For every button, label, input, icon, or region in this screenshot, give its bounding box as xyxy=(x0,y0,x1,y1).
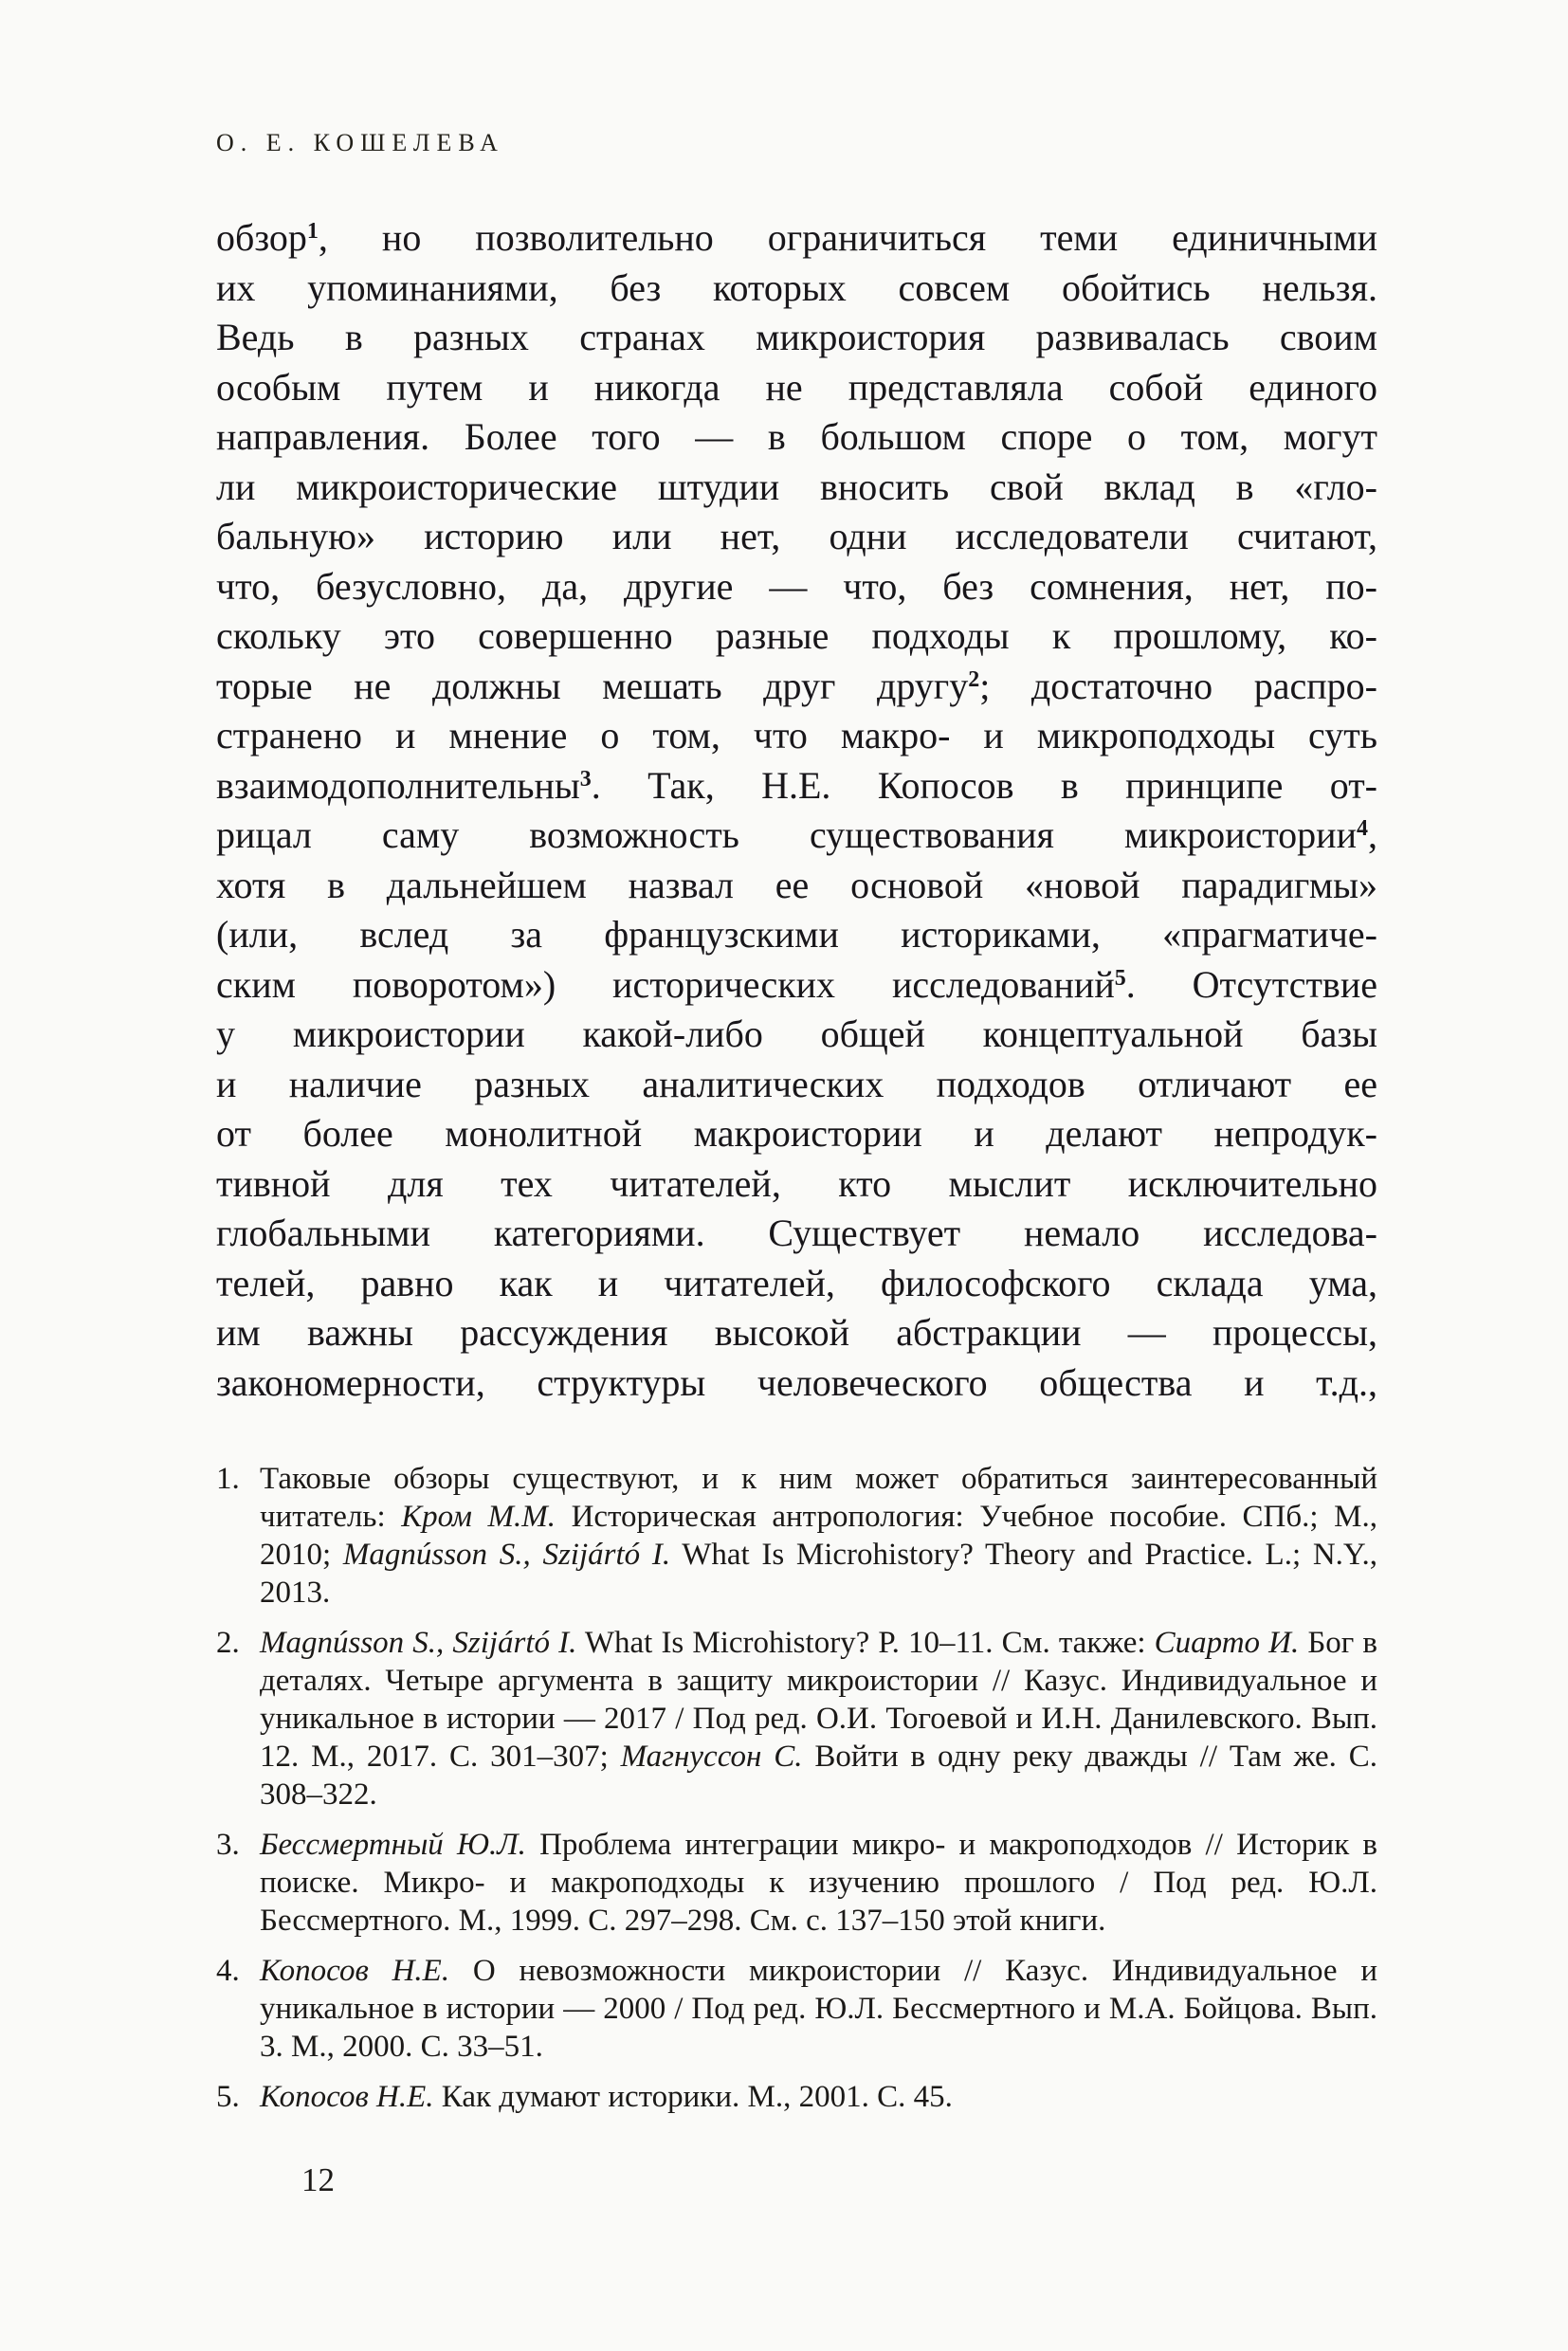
footnote-reference: 5 xyxy=(1114,965,1126,991)
footnote xyxy=(216,2078,1377,2116)
footnote-author: Копосов Н.Е. xyxy=(260,2080,434,2114)
footnote-reference: 4 xyxy=(1357,816,1368,841)
body-line: (или, вслед за французскими историками, «прагматиче- xyxy=(216,913,1377,956)
footnote xyxy=(216,1826,1377,1940)
footnote xyxy=(216,1952,1377,2066)
footnote-reference: 3 xyxy=(579,766,592,792)
footnote-text: Копосов Н.Е. О невозможности микроистории // Казус. Индивидуальное и уникальное в истории — 2000 / Под ред. Ю.Л. Бессмертного и М.А. Бойцова. Вып. 3. М., 2000. С. 33–51. xyxy=(260,1954,1377,2064)
footnote xyxy=(216,1624,1377,1813)
footnote-author: Magnússon S., Szijártó I. xyxy=(342,1538,671,1572)
footnote-reference: 2 xyxy=(968,666,980,692)
footnote-author: Кром М.М. xyxy=(401,1500,556,1534)
body-line: бальную» историю или нет, одни исследователи считают, xyxy=(216,515,1377,557)
footnote-number: 2. xyxy=(216,1626,240,1660)
body-line: обзор$^1$, но позволительно ограничиться теми единичными xyxy=(216,216,1377,259)
body-line: торые не должны мешать друг другу$^2$; достаточно распро- xyxy=(216,664,1377,707)
footnote-number: 1. xyxy=(216,1462,240,1496)
body-line: хотя в дальнейшем назвал ее основой «новой парадигмы» xyxy=(216,863,1377,906)
body-line: направления. Более того — в большом споре о том, могут xyxy=(216,415,1377,458)
body-line: взаимодополнительны$^3$. Так, Н.Е. Копосов в принципе от- xyxy=(216,763,1377,807)
body-line: ли микроисторические штудии вносить свой вклад в «гло- xyxy=(216,465,1377,508)
footnote-author: Копосов Н.Е. xyxy=(260,1954,450,1988)
body-line: глобальными категориями. Существует немало исследова- xyxy=(216,1212,1377,1254)
body-line: скольку это совершенно разные подходы к прошлому, ко- xyxy=(216,614,1377,657)
body-text xyxy=(216,213,1377,1408)
body-line: и наличие разных аналитических подходов отличают ее xyxy=(216,1062,1377,1105)
body-line: тивной для тех читателей, кто мыслит исключительно xyxy=(216,1161,1377,1205)
footnote-number: 3. xyxy=(216,1828,240,1862)
footnote-reference: 1 xyxy=(306,219,319,244)
page-number: 12 xyxy=(301,2161,335,2198)
body-line: закономерности, структуры человеческого общества и т.д., xyxy=(216,1360,1377,1404)
body-line: ским поворотом») исторических исследований$^5$. Отсутствие xyxy=(216,962,1377,1006)
body-line: у микроистории какой-либо общей концептуальной базы xyxy=(216,1012,1377,1055)
body-line: телей, равно как и читателей, философского склада ума, xyxy=(216,1261,1377,1304)
body-line: от более монолитной макроистории и делают непродук- xyxy=(216,1112,1377,1155)
body-line: особым путем и никогда не представляла собой единого xyxy=(216,365,1377,409)
footnote-text: Копосов Н.Е. Как думают историки. М., 2001. С. 45. xyxy=(260,2080,953,2114)
running-head: О. Е. КОШЕЛЕВА xyxy=(216,129,504,156)
body-line: их упоминаниями, без которых совсем обойтись нельзя. xyxy=(216,265,1377,309)
footnote-author: Magnússon S., Szijártó I. xyxy=(260,1626,577,1660)
footnote-text: Magnússon S., Szijártó I. What Is Microhistory? Р. 10–11. См. также: Сиарто И. Бог в деталях. Четыре аргумента в защиту микроистории // Казус. Индивидуальное и уникальное в истории — 2017 / Под ред. О.И. Тогоевой и И.Н. Данилевского. Вып. 12. М., 2017. С. 301–307; Магнуссон С. Войти в одну реку дважды // Там же. С. 308–322. xyxy=(260,1626,1377,1812)
footnotes xyxy=(216,1460,1377,2128)
footnote-author: Сиарто И. xyxy=(1154,1626,1300,1660)
footnote xyxy=(216,1460,1377,1612)
body-line: Ведь в разных странах микроистория развивалась своим xyxy=(216,316,1377,358)
body-line: им важны рассуждения высокой абстракции — процессы, xyxy=(216,1311,1377,1354)
footnote-text: Таковые обзоры существуют, и к ним может обратиться заинтересованный читатель: Кром М.М. Историческая антропология: Учебное пособие. СПб.; М., 2010; Magnússon S., Szijártó I. What Is Microhistory? Theory and Practice. L.; N.Y., 2013. xyxy=(260,1462,1377,1610)
footnote-number: 5. xyxy=(216,2080,240,2114)
footnote-author: Бессмертный Ю.Л. xyxy=(260,1828,526,1862)
body-line: что, безусловно, да, другие — что, без сомнения, нет, по- xyxy=(216,564,1377,608)
body-line: рицал саму возможность существования микроистории$^4$, xyxy=(216,813,1377,856)
body-line: странено и мнение о том, что макро- и микроподходы суть xyxy=(216,714,1377,756)
footnote-author: Магнуссон С. xyxy=(620,1740,803,1774)
footnote-number: 4. xyxy=(216,1954,240,1988)
footnote-text: Бессмертный Ю.Л. Проблема интеграции микро- и макроподходов // Историк в поиске. Микро- и макроподходы к изучению прошлого / Под ред. Ю.Л. Бессмертного. М., 1999. С. 297–298. См. с. 137–150 этой книги. xyxy=(260,1828,1377,1938)
